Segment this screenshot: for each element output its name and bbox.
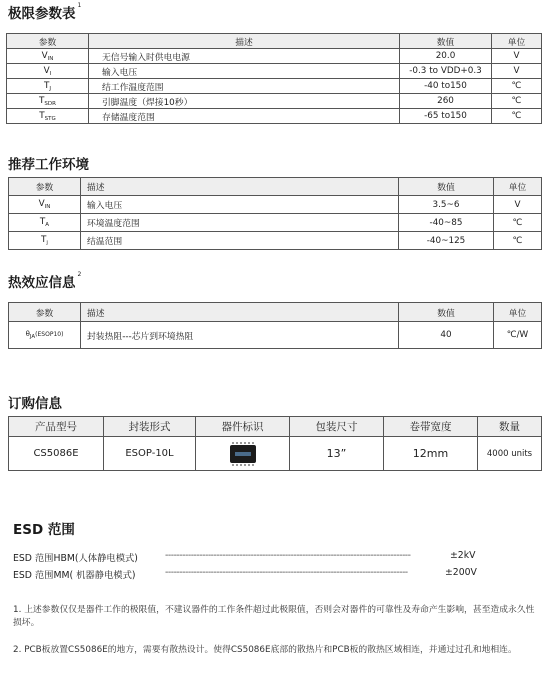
desc-cell: 无信号输入时供电电源 [89, 49, 400, 64]
package-cell: ESOP-10L [104, 437, 196, 471]
desc-cell: 结工作温度范围 [89, 79, 400, 94]
unit-cell: V [492, 49, 542, 64]
param-cell: $\theta_{JA}(ESOP10)$ [9, 322, 81, 349]
value-cell: -65 to150 [400, 109, 492, 124]
thermal-title: 热效应信息$^2$ [8, 271, 82, 291]
col-header-desc: 描述 [81, 178, 399, 196]
unit-cell: V [492, 64, 542, 79]
marking-cell [196, 437, 290, 471]
leader-dashes: ------------------------------------------------------------------------------------- [165, 567, 408, 578]
col-header-value: 数值 [399, 178, 494, 196]
desc-cell: 结温范围 [81, 232, 399, 250]
desc-cell: 存储温度范围 [89, 109, 400, 124]
col-header-param: 参数 [7, 34, 89, 49]
col-header-value: 数值 [399, 303, 494, 322]
qty-cell: 4000 units [478, 437, 542, 471]
col-header-unit: 单位 [494, 178, 542, 196]
col-header-unit: 单位 [494, 303, 542, 322]
order-table [8, 416, 542, 471]
table-row [9, 437, 542, 471]
param-cell: $T_J$ [7, 79, 89, 94]
value-cell: -40 to150 [400, 79, 492, 94]
col-header-size: 包装尺寸 [290, 417, 384, 437]
desc-cell: 封装热阻---芯片到环境热阻 [81, 322, 399, 349]
desc-cell: 输入电压 [89, 64, 400, 79]
esd-mm-value: ±200V [445, 567, 477, 578]
table-row [9, 232, 542, 250]
table-header-row [9, 417, 542, 437]
unit-cell: ℃ [492, 79, 542, 94]
col-header-tape: 卷带宽度 [384, 417, 478, 437]
param-cell: $T_{SDR}$ [7, 94, 89, 109]
col-header-unit: 单位 [492, 34, 542, 49]
recommended-title: 推荐工作环境 [8, 157, 89, 173]
table-header-row [7, 34, 542, 49]
table-row [7, 49, 542, 64]
col-header-param: 参数 [9, 178, 81, 196]
abs-max-title: 极限参数表$^1$ [8, 2, 82, 22]
value-cell: 40 [399, 322, 494, 349]
leader-dashes: -------------------------------------------------------------------------------------- [165, 550, 411, 561]
table-row [7, 79, 542, 94]
unit-cell: ℃ [492, 94, 542, 109]
table-row [7, 94, 542, 109]
unit-cell: ℃ [492, 109, 542, 124]
col-header-desc: 描述 [81, 303, 399, 322]
col-header-value: 数值 [400, 34, 492, 49]
param-cell: $V_I$ [7, 64, 89, 79]
table-row [9, 196, 542, 214]
value-cell: 260 [400, 94, 492, 109]
value-cell: -0.3 to VDD+0.3 [400, 64, 492, 79]
footnote-ref-1: 1 [77, 2, 82, 9]
abs-max-table [6, 33, 542, 124]
col-header-marking: 器件标识 [196, 417, 290, 437]
table-row [9, 214, 542, 232]
table-header-row [9, 303, 542, 322]
table-row [9, 322, 542, 349]
value-cell: 20.0 [400, 49, 492, 64]
size-cell: 13” [290, 437, 384, 471]
unit-cell: ℃/W [494, 322, 542, 349]
desc-cell: 输入电压 [81, 196, 399, 214]
unit-cell: ℃ [494, 214, 542, 232]
col-header-qty: 数量 [478, 417, 542, 437]
value-cell: 3.5~6 [399, 196, 494, 214]
param-cell: $T_A$ [9, 214, 81, 232]
param-cell: $T_{STG}$ [7, 109, 89, 124]
esd-hbm-label: ESD 范围HBM(人体静电模式) [13, 553, 138, 564]
thermal-table [8, 302, 542, 349]
desc-cell: 环境温度范围 [81, 214, 399, 232]
chip-marking-icon [230, 445, 256, 463]
desc-cell: 引脚温度（焊接10秒） [89, 94, 400, 109]
recommended-table [8, 177, 542, 250]
col-header-package: 封装形式 [104, 417, 196, 437]
esd-hbm-value: ±2kV [450, 550, 476, 561]
model-cell: CS5086E [9, 437, 104, 471]
footnote-ref-2: 2 [77, 271, 82, 278]
param-cell: $T_j$ [9, 232, 81, 250]
note-1: 1. 上述参数仅仅是器件工作的极限值，不建议器件的工作条件超过此极限值，否则会对器件的可靠性及寿命产生影响，甚至造成永久性损坏。 [13, 605, 535, 628]
tape-cell: 12mm [384, 437, 478, 471]
value-cell: -40~85 [399, 214, 494, 232]
note-2: 2. PCB板放置CS5086E的地方，需要有散热设计。使得CS5086E底部的散热片和PCB板的散热区域相连，并通过过孔和地相连。 [13, 645, 517, 655]
esd-mm-label: ESD 范围MM( 机器静电模式) [13, 570, 136, 581]
table-header-row [9, 178, 542, 196]
order-title: 订购信息 [8, 396, 62, 412]
unit-cell: V [494, 196, 542, 214]
param-cell: $V_{IN}$ [7, 49, 89, 64]
table-row [7, 64, 542, 79]
col-header-model: 产品型号 [9, 417, 104, 437]
esd-title: ESD 范围 [13, 522, 75, 538]
col-header-param: 参数 [9, 303, 81, 322]
table-row [7, 109, 542, 124]
param-cell: $V_{IN}$ [9, 196, 81, 214]
value-cell: -40~125 [399, 232, 494, 250]
col-header-desc: 描述 [89, 34, 400, 49]
unit-cell: ℃ [494, 232, 542, 250]
